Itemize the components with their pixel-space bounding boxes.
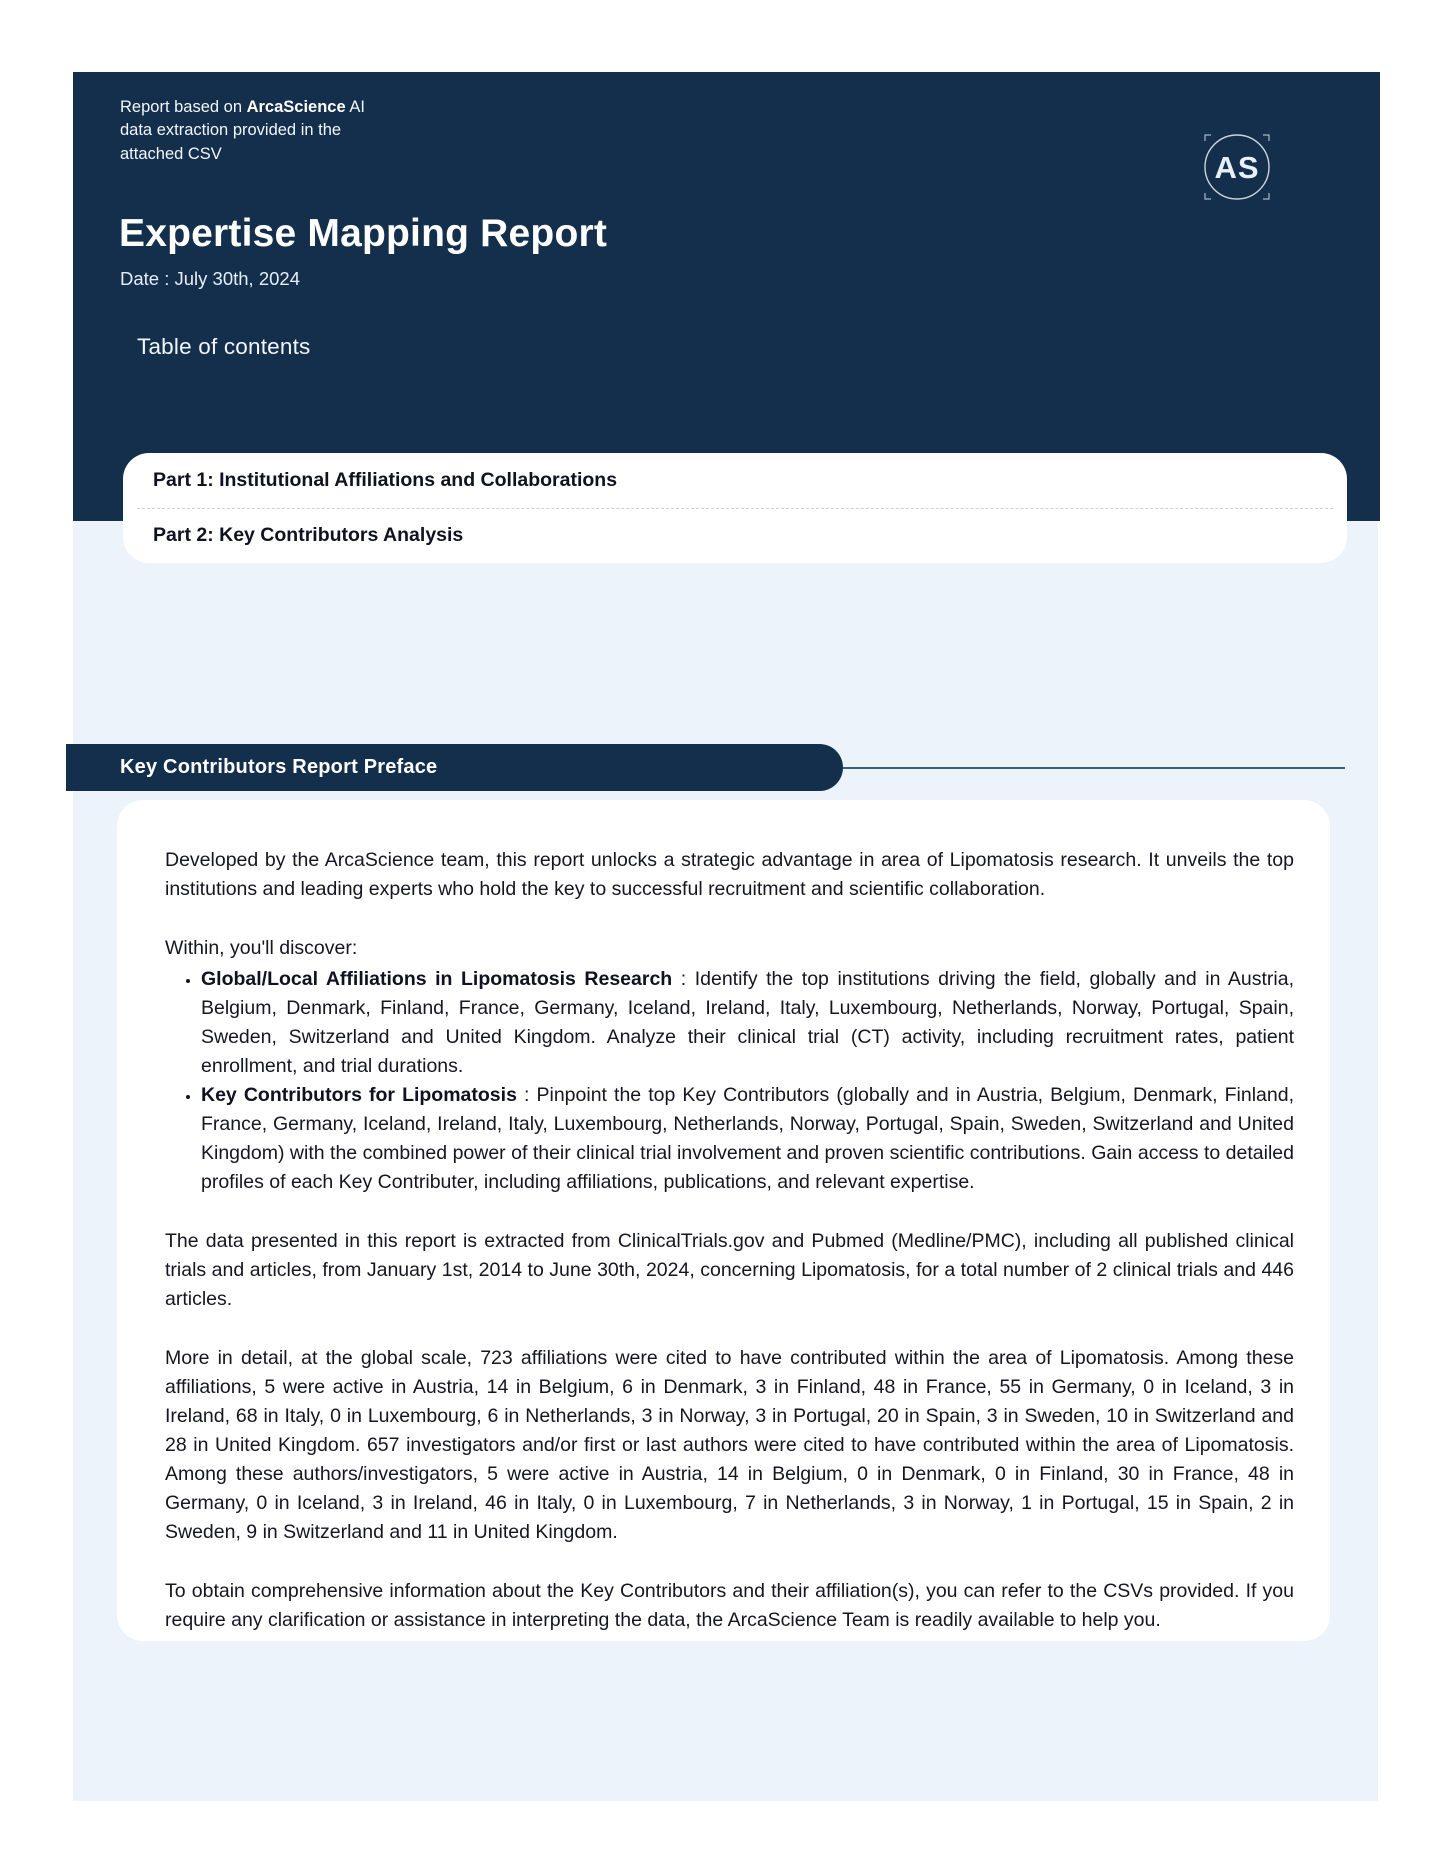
discover-list — [165, 965, 1294, 1197]
brand-name: ArcaScience — [246, 98, 346, 116]
toc-item-part2-label: Part 2: Key Contributors Analysis — [153, 524, 464, 547]
preface-rule — [843, 767, 1345, 769]
page-title: Expertise Mapping Report — [119, 212, 608, 255]
preface-banner — [66, 744, 843, 791]
logo-monogram: AS — [1214, 150, 1260, 185]
toc-item-part1-label: Part 1: Institutional Affiliations and Collaborations — [153, 468, 618, 491]
paragraph-detail-stats: More in detail, at the global scale, 723 affiliations were cited to have contributed within the area of Lipomatosis. Among these affiliations, 5 were active in Austria, 14 in Belgium, 6 in Denmark, 3 in Finland, 48 in France, 55 in Germany, 0 in Iceland, 3 in Ireland, 68 in Italy, 0 in Luxembourg, 6 in Netherlands, 3 in Norway, 3 in Portugal, 20 in Spain, 3 in Sweden, 10 in Switzerland and 28 in United Kingdom. 657 investigators and/or first or last authors were cited to have contributed within the area of Lipomatosis. Among these authors/investigators, 5 were active in Austria, 14 in Belgium, 0 in Denmark, 0 in Finland, 30 in France, 48 in Germany, 0 in Iceland, 3 in Ireland, 46 in Italy, 0 in Luxembourg, 7 in Netherlands, 3 in Norway, 1 in Portugal, 15 in Spain, 2 in Sweden, 9 in Switzerland and 11 in United Kingdom. — [165, 1347, 1294, 1543]
bullet-affiliations — [201, 965, 1294, 1081]
arcascience-logo — [1198, 128, 1276, 206]
bullet-contributors-text: : Pinpoint the top Key Contributors (globally and in Austria, Belgium, Denmark, Finland, France, Germany, Iceland, Ireland, Italy, Luxembourg, Netherlands, Norway, Portugal, Spain, Sweden, Switzerland and United Kingdom) with the combined power of their clinical trial involvement and proven scientific contributions. Gain access to detailed profiles of each Key Contributer, including affiliations, publications, and relevant expertise. — [201, 1084, 1294, 1193]
bullet-affiliations-text: : Identify the top institutions driving the field, globally and in Austria, Belgium, Denmark, Finland, France, Germany, Iceland, Ireland, Italy, Luxembourg, Netherlands, Norway, Portugal, Spain, Sweden, Switzerland and United Kingdom. Analyze their clinical trial (CT) activity, including recruitment rates, patient enrollment, and trial durations. — [201, 968, 1294, 1077]
toc-card — [123, 453, 1347, 563]
preface-banner-label: Key Contributors Report Preface — [120, 756, 438, 778]
as-logo-icon — [1198, 128, 1276, 206]
provenance-prefix: Report based on — [120, 98, 247, 116]
preface-card — [117, 800, 1330, 1641]
bullet-affiliations-lead: Global/Local Affiliations in Lipomatosis Research — [201, 968, 673, 990]
toc-item-part2[interactable] — [137, 509, 1333, 564]
toc-heading: Table of contents — [137, 334, 311, 359]
bullet-contributors-lead: Key Contributors for Lipomatosis — [201, 1084, 517, 1106]
bullet-contributors — [201, 1081, 1294, 1197]
provenance-suffix: AI data extraction provided in the attached CSV — [120, 98, 365, 163]
discover-intro: Within, you'll discover: — [165, 937, 358, 959]
provenance-note — [120, 96, 392, 166]
paragraph-data-sources: The data presented in this report is extracted from ClinicalTrials.gov and Pubmed (Medline/PMC), including all published clinical trials and articles, from January 1st, 2014 to June 30th, 2024, concerning Lipomatosis, for a total number of 2 clinical trials and 446 articles. — [165, 1230, 1294, 1310]
report-date: Date : July 30th, 2024 — [120, 268, 300, 289]
paragraph-closing: To obtain comprehensive information about the Key Contributors and their affiliation(s), you can refer to the CSVs provided. If you require any clarification or assistance in interpreting the data, the ArcaScience Team is readily available to help you. — [165, 1580, 1294, 1631]
paragraph-intro: Developed by the ArcaScience team, this report unlocks a strategic advantage in area of Lipomatosis research. It unveils the top institutions and leading experts who hold the key to successful recruitment and scientific collaboration. — [165, 849, 1294, 900]
toc-item-part1[interactable] — [137, 453, 1333, 509]
